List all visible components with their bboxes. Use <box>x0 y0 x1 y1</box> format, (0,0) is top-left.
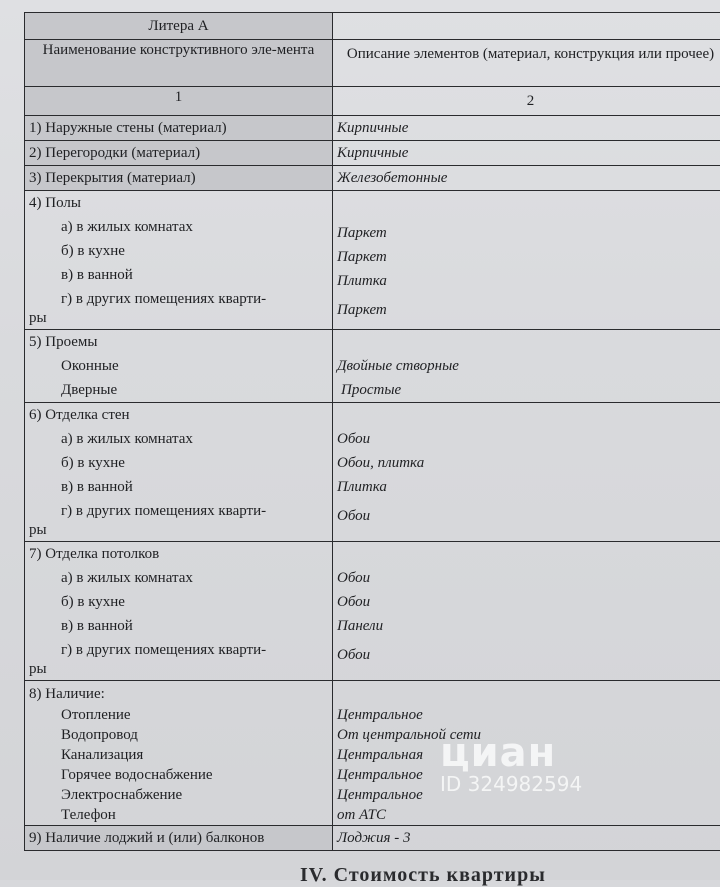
cian-logo: циан <box>440 730 582 776</box>
item-label: Электроснабжение <box>29 785 328 805</box>
item-label: а) в жилых комнатах <box>29 566 328 590</box>
table-row-utilities <box>25 681 720 826</box>
row-value: Кирпичные <box>333 116 720 141</box>
header-row-titles <box>25 40 720 87</box>
row-label: 3) Перекрытия (материал) <box>25 166 333 191</box>
table-row-ceiling-finish <box>25 542 720 681</box>
col2-title: Описание элементов (материал, конструкция или прочее) <box>333 40 720 87</box>
item-label: а) в жилых комнатах <box>29 215 328 239</box>
item-label-cont: ры <box>29 660 328 680</box>
col2-num: 2 <box>333 87 720 116</box>
row-label: 9) Наличие лоджий и (или) балконов <box>25 826 333 851</box>
col1-num: 1 <box>25 87 333 116</box>
item-value: Обои, плитка <box>337 451 720 475</box>
item-label: а) в жилых комнатах <box>29 427 328 451</box>
floors-labels <box>25 191 333 330</box>
construction-elements-table <box>24 12 720 851</box>
ceiling-finish-labels <box>25 542 333 681</box>
item-value: Плитка <box>337 475 720 499</box>
item-value: Центральное <box>337 705 720 725</box>
item-value: Обои <box>337 566 720 590</box>
header-row-litera <box>25 13 720 40</box>
item-label: Телефон <box>29 805 328 825</box>
item-label: г) в других помещениях кварти- <box>29 499 328 521</box>
litera-cell: Литера А <box>25 13 333 40</box>
openings-labels <box>25 330 333 403</box>
item-label: г) в других помещениях кварти- <box>29 638 328 660</box>
cian-watermark <box>440 730 582 796</box>
header-row-numbers <box>25 87 720 116</box>
wall-finish-labels <box>25 403 333 542</box>
section-title: 7) Отделка потолков <box>29 542 328 566</box>
item-label: Канализация <box>29 745 328 765</box>
item-value: Простые <box>337 378 720 402</box>
item-value: Паркет <box>337 221 720 245</box>
item-value: Плитка <box>337 269 720 293</box>
table-row-wall-finish <box>25 403 720 542</box>
item-label: б) в кухне <box>29 590 328 614</box>
table-row <box>25 166 720 191</box>
table-row <box>25 141 720 166</box>
item-value: Паркет <box>337 293 720 323</box>
litera-empty-cell <box>333 13 720 40</box>
item-value: Обои <box>337 427 720 451</box>
item-label: б) в кухне <box>29 451 328 475</box>
ceiling-finish-values <box>333 542 720 681</box>
table-row-openings <box>25 330 720 403</box>
item-value: Центральная <box>337 745 720 765</box>
item-label: Горячее водоснабжение <box>29 765 328 785</box>
table-row-floors <box>25 191 720 330</box>
item-label: б) в кухне <box>29 239 328 263</box>
item-value: Обои <box>337 590 720 614</box>
row-label: 1) Наружные стены (материал) <box>25 116 333 141</box>
section-title: 6) Отделка стен <box>29 403 328 427</box>
item-label-cont: ры <box>29 309 328 329</box>
item-value: Обои <box>337 638 720 668</box>
item-value: Панели <box>337 614 720 638</box>
row-label: 2) Перегородки (материал) <box>25 141 333 166</box>
openings-values <box>333 330 720 403</box>
utilities-labels <box>25 681 333 826</box>
item-value: Паркет <box>337 245 720 269</box>
item-label: в) в ванной <box>29 263 328 287</box>
section-title: 4) Полы <box>29 191 328 215</box>
item-label: в) в ванной <box>29 475 328 499</box>
item-label-cont: ры <box>29 521 328 541</box>
row-value: Железобетонные <box>333 166 720 191</box>
row-value: Кирпичные <box>333 141 720 166</box>
section-heading: IV. Стоимость квартиры <box>300 864 546 887</box>
item-value: Обои <box>337 499 720 529</box>
item-value: Центральное <box>337 785 720 805</box>
wall-finish-values <box>333 403 720 542</box>
section-title: 5) Проемы <box>29 330 328 354</box>
listing-id: ID 324982594 <box>440 772 582 796</box>
item-label: Оконные <box>29 354 328 378</box>
item-label: г) в других помещениях кварти- <box>29 287 328 309</box>
item-label: Водопровод <box>29 725 328 745</box>
section-title: 8) Наличие: <box>29 681 328 705</box>
item-value: От центральной сети <box>337 725 720 745</box>
table-row <box>25 116 720 141</box>
item-value: Двойные створные <box>337 354 720 378</box>
item-value: от АТС <box>337 805 720 825</box>
row-value: Лоджия - 3 <box>333 826 720 851</box>
item-label: Дверные <box>29 378 328 402</box>
floors-values <box>333 191 720 330</box>
item-label: в) в ванной <box>29 614 328 638</box>
table-row <box>25 826 720 851</box>
item-value: Центральное <box>337 765 720 785</box>
item-label: Отопление <box>29 705 328 725</box>
col1-title: Наименование конструктивного эле-мента <box>25 40 333 87</box>
